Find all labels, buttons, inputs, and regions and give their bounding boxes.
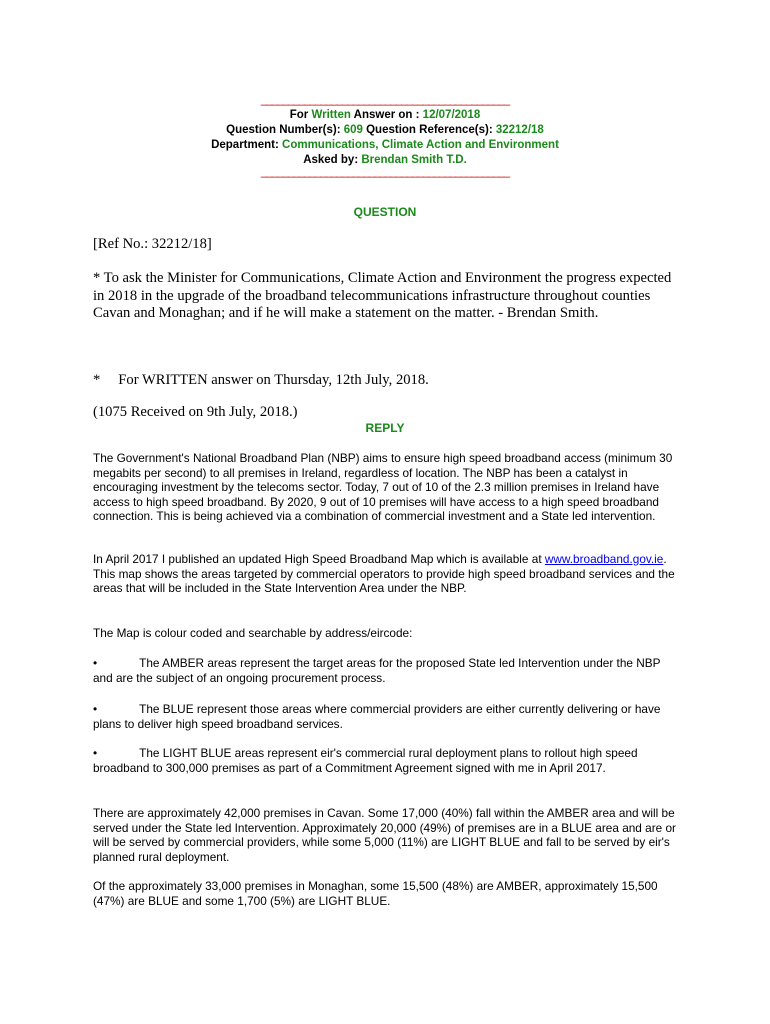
answer-date: 12/07/2018 [422, 109, 481, 121]
bullet-icon: • [93, 702, 98, 716]
reply-paragraph-cavan: There are approximately 42,000 premises in Cavan. Some 17,000 (40%) fall within the AMBER area and will be served under the State led Intervention. Approximately 20,000 (49%) of premises are in a BLUE area and are or will be served by commercial providers, while some 5,000 (11%) are LIGHT BLUE and fall to be served by eir's planned rural deployment. [93, 806, 676, 864]
reply-paragraph-3: The Map is colour coded and searchable by address/eircode: [93, 626, 413, 640]
received-note: (1075 Received on 9th July, 2018.) [93, 404, 298, 420]
bullet-light-blue: • The LIGHT BLUE areas represent eir's commercial rural deployment plans to rollout high speed broadband to 300,000 premises as part of a Commitment Agreement signed with me in April 2017. [93, 746, 638, 775]
question-text: * To ask the Minister for Communications, Climate Action and Environment the progress expected in 2018 in the upgrade of the broadband telecommunications infrastructure throughout counties Cavan and Monaghan; and if he will make a statement on the matter. - Brendan Smith. [93, 270, 672, 321]
question-reference: 32212/18 [495, 124, 544, 136]
header-top-rule: ______________________________________________ [260, 96, 510, 106]
reply-paragraph-monaghan: Of the approximately 33,000 premises in Monaghan, some 15,500 (48%) are AMBER, approximately 15,500 (47%) are BLUE and some 1,700 (5%) are LIGHT BLUE. [93, 879, 658, 908]
department-line: Department: Communications, Climate Action and Environment [211, 139, 559, 151]
asker-name: Brendan Smith T.D. [361, 154, 467, 166]
asked-by-line: Asked by: Brendan Smith T.D. [303, 154, 467, 166]
question-ref: [Ref No.: 32212/18] [93, 236, 212, 252]
header-bottom-rule: ______________________________________________ [260, 168, 510, 178]
department-name: Communications, Climate Action and Environment [282, 139, 559, 151]
reply-paragraph-2: In April 2017 I published an updated High Speed Broadband Map which is available at www.broadband.gov.ie. This map shows the areas targeted by commercial operators to provide high speed broadband services and the areas that will be included in the State Intervention Area under the NBP. [93, 552, 675, 596]
question-number-line: Question Number(s): 609 Question Reference(s): 32212/18 [226, 124, 544, 136]
broadband-map-link[interactable]: www.broadband.gov.ie [544, 552, 664, 566]
reply-heading: REPLY [365, 421, 405, 435]
question-number: 609 [343, 124, 363, 136]
bullet-amber: • The AMBER areas represent the target areas for the proposed State led Intervention under the NBP and are the subject of an ongoing procurement process. [93, 656, 661, 685]
reply-paragraph-1: The Government's National Broadband Plan (NBP) aims to ensure high speed broadband access (minimum 30 megabits per second) to all premises in Ireland, regardless of location. The NBP has been a catalyst in encouraging investment by the telecoms sector. Today, 7 out of 10 of the 2.3 million premises in Ireland have access to high speed broadband. By 2020, 9 out of 10 premises will have access to a high speed broadband connection. This is being achieved via a combination of commercial investment and a State led intervention. [93, 451, 673, 524]
bullet-icon: • [93, 746, 98, 760]
bullet-blue: • The BLUE represent those areas where commercial providers are either currently delivering or have plans to deliver high speed broadband services. [93, 702, 661, 731]
bullet-icon: • [93, 656, 98, 670]
question-heading: QUESTION [353, 205, 417, 219]
written-answer-note: * For WRITTEN answer on Thursday, 12th July, 2018. [93, 372, 429, 388]
written-answer-line: For Written Answer on : 12/07/2018 [289, 109, 481, 121]
document-header [150, 96, 620, 180]
